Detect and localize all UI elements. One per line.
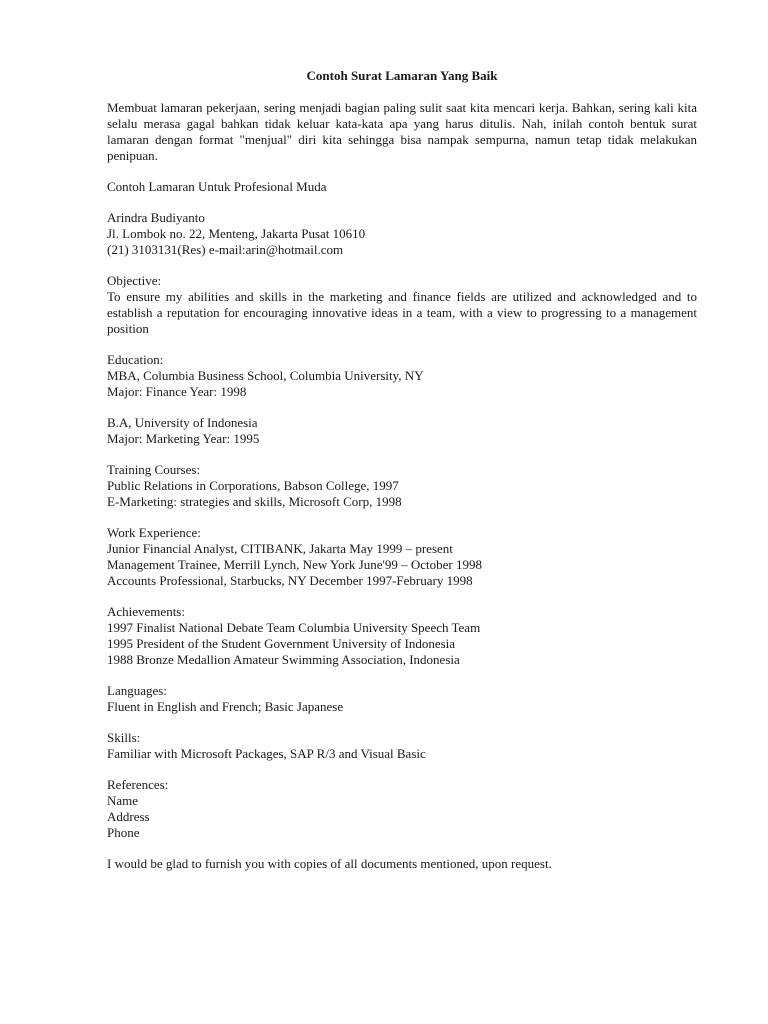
reference-line: Address xyxy=(107,809,150,824)
applicant-name: Arindra Budiyanto xyxy=(107,210,205,225)
work-heading: Work Experience: xyxy=(107,525,201,540)
education-heading: Education: xyxy=(107,352,164,367)
closing-sentence: I would be glad to furnish you with copies of all documents mentioned, upon request. xyxy=(107,856,552,871)
education-line: MBA, Columbia Business School, Columbia University, NY xyxy=(107,368,424,383)
languages-line: Fluent in English and French; Basic Japanese xyxy=(107,699,344,714)
work-section xyxy=(107,525,697,589)
page-title: Contoh Surat Lamaran Yang Baik xyxy=(306,68,498,83)
achievements-heading: Achievements: xyxy=(107,604,185,619)
reference-line: Phone xyxy=(107,825,140,840)
training-line: Public Relations in Corporations, Babson College, 1997 xyxy=(107,478,399,493)
references-section xyxy=(107,777,697,841)
applicant-info xyxy=(107,210,697,258)
skills-line: Familiar with Microsoft Packages, SAP R/3 and Visual Basic xyxy=(107,746,426,761)
achievement-line: 1997 Finalist National Debate Team Columbia University Speech Team xyxy=(107,620,481,635)
objective-heading: Objective: xyxy=(107,273,162,288)
training-line: E-Marketing: strategies and skills, Microsoft Corp, 1998 xyxy=(107,494,402,509)
work-line: Accounts Professional, Starbucks, NY December 1997-February 1998 xyxy=(107,573,473,588)
skills-section xyxy=(107,730,697,762)
education-line: B.A, University of Indonesia xyxy=(107,415,258,430)
work-line: Junior Financial Analyst, CITIBANK, Jakarta May 1999 – present xyxy=(107,541,453,556)
education-line: Major: Finance Year: 1998 xyxy=(107,384,247,399)
objective-text: To ensure my abilities and skills in the marketing and finance fields are utilized and acknowledged and to establish a reputation for encouraging innovative ideas in a team, with a view to progressing to a management position xyxy=(107,289,697,336)
document-body xyxy=(107,68,697,872)
references-heading: References: xyxy=(107,777,169,792)
achievements-section xyxy=(107,604,697,668)
work-line: Management Trainee, Merrill Lynch, New York June'99 – October 1998 xyxy=(107,557,482,572)
intro-paragraph: Membuat lamaran pekerjaan, sering menjadi bagian paling sulit saat kita mencari kerja. Bahkan, sering kali kita selalu merasa gagal bahkan tidak keluar kata-kata apa yang harus ditulis. Nah, inilah contoh bentuk surat lamaran dengan format "menjual" diri kita sehingga bisa nampak sempurna, namun tetap tidak melakukan penipuan. xyxy=(107,100,697,163)
training-section xyxy=(107,462,697,510)
achievement-line: 1988 Bronze Medallion Amateur Swimming Association, Indonesia xyxy=(107,652,460,667)
education-section-2 xyxy=(107,415,697,447)
applicant-contact: (21) 3103131(Res) e-mail:arin@hotmail.com xyxy=(107,242,344,257)
training-heading: Training Courses: xyxy=(107,462,201,477)
reference-line: Name xyxy=(107,793,139,808)
applicant-address: Jl. Lombok no. 22, Menteng, Jakarta Pusat 10610 xyxy=(107,226,366,241)
languages-section xyxy=(107,683,697,715)
skills-heading: Skills: xyxy=(107,730,141,745)
education-section xyxy=(107,352,697,400)
languages-heading: Languages: xyxy=(107,683,167,698)
education-line: Major: Marketing Year: 1995 xyxy=(107,431,260,446)
subtitle: Contoh Lamaran Untuk Profesional Muda xyxy=(107,179,327,194)
achievement-line: 1995 President of the Student Government University of Indonesia xyxy=(107,636,456,651)
objective-section xyxy=(107,273,697,337)
